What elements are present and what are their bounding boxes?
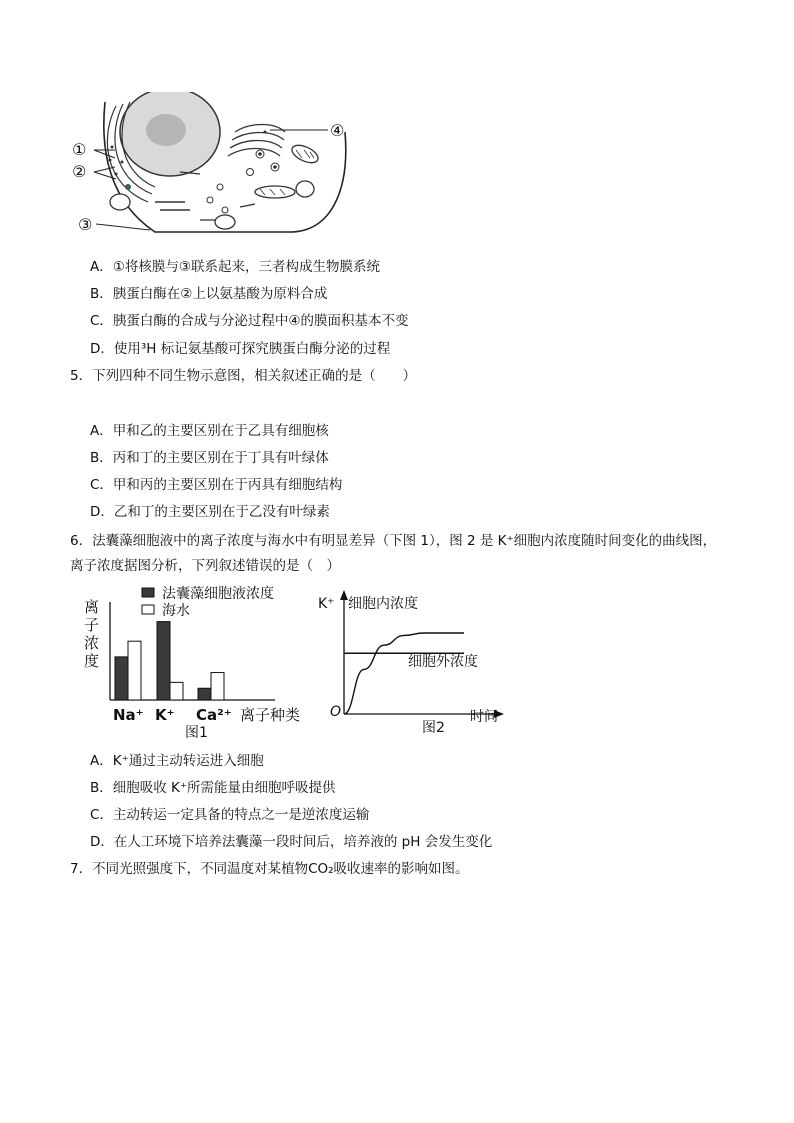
figure-2-caption: 图2 xyxy=(422,720,445,736)
bar-sea-0 xyxy=(128,641,141,700)
legend-label-cell: 法囊藻细胞液浓度 xyxy=(162,586,274,602)
q5-stem: 5．下列四种不同生物示意图，相关叙述正确的是（ ） xyxy=(70,368,417,384)
category-label: Ca²⁺ xyxy=(196,706,232,724)
label-2: ② xyxy=(72,162,87,181)
legend-label-sea: 海水 xyxy=(162,603,190,619)
q4-option-d: D．使用³H 标记氨基酸可探究胰蛋白酶分泌的过程 xyxy=(90,341,391,357)
cell-diagram xyxy=(60,92,360,242)
q6-stem-line2: 离子浓度据图分析，下列叙述错误的是（ ） xyxy=(70,558,340,574)
x-axis-label: 时间 xyxy=(470,709,498,725)
q5-option-b: B．丙和丁的主要区别在于丁具有叶绿体 xyxy=(90,450,329,466)
category-label: Na⁺ xyxy=(113,706,144,724)
q4-option-c: C．胰蛋白酶的合成与分泌过程中④的膜面积基本不变 xyxy=(90,313,409,329)
q6-option-b: B．细胞吸收 K⁺所需能量由细胞呼吸提供 xyxy=(90,780,336,796)
y-axis-label: K⁺ xyxy=(318,596,335,612)
figure-1-caption: 图1 xyxy=(185,725,208,741)
q4-option-b: B．胰蛋白酶在②上以氨基酸为原料合成 xyxy=(90,286,328,302)
x-axis-label: 离子种类 xyxy=(240,706,301,724)
legend-swatch-sea xyxy=(142,605,154,614)
q6-stem-line1: 6．法囊藻细胞液中的离子浓度与海水中有明显差异（下图 1），图 2 是 K⁺细胞内浓度随时间变化的曲线图， xyxy=(70,533,717,549)
q5-option-a: A．甲和乙的主要区别在于乙具有细胞核 xyxy=(90,423,329,439)
category-label: K⁺ xyxy=(155,706,175,724)
figure-1-bar-chart xyxy=(70,582,315,742)
curve-label-inside: 细胞内浓度 xyxy=(348,596,418,612)
q4-option-a: A．①将核膜与③联系起来，三者构成生物膜系统 xyxy=(90,259,380,275)
label-1: ① xyxy=(72,140,87,159)
bar-sea-2 xyxy=(211,673,224,700)
legend-swatch-cell xyxy=(142,588,154,597)
label-4: ④ xyxy=(330,121,345,140)
bar-sea-1 xyxy=(170,682,183,700)
series-line-inside xyxy=(344,633,464,714)
line-label-outside: 细胞外浓度 xyxy=(408,654,478,670)
q6-option-c: C．主动转运一定具备的特点之一是逆浓度运输 xyxy=(90,807,370,823)
label-3: ③ xyxy=(78,215,93,234)
origin-label: O xyxy=(330,704,342,720)
q5-option-c: C．甲和丙的主要区别在于丙具有细胞结构 xyxy=(90,477,343,493)
q7-stem: 7．不同光照强度下，不同温度对某植物CO₂吸收速率的影响如图。 xyxy=(70,861,469,877)
q5-option-d: D．乙和丁的主要区别在于乙没有叶绿素 xyxy=(90,504,330,520)
bar-cell-0 xyxy=(115,657,128,700)
bar-cell-2 xyxy=(198,688,211,700)
q6-option-d: D．在人工环境下培养法囊藻一段时间后，培养液的 pH 会发生变化 xyxy=(90,834,493,850)
bar-cell-1 xyxy=(157,622,170,700)
figure-2-line-chart xyxy=(316,588,506,738)
q6-option-a: A．K⁺通过主动转运进入细胞 xyxy=(90,753,264,769)
y-axis-label: 离子浓度 xyxy=(84,598,100,670)
